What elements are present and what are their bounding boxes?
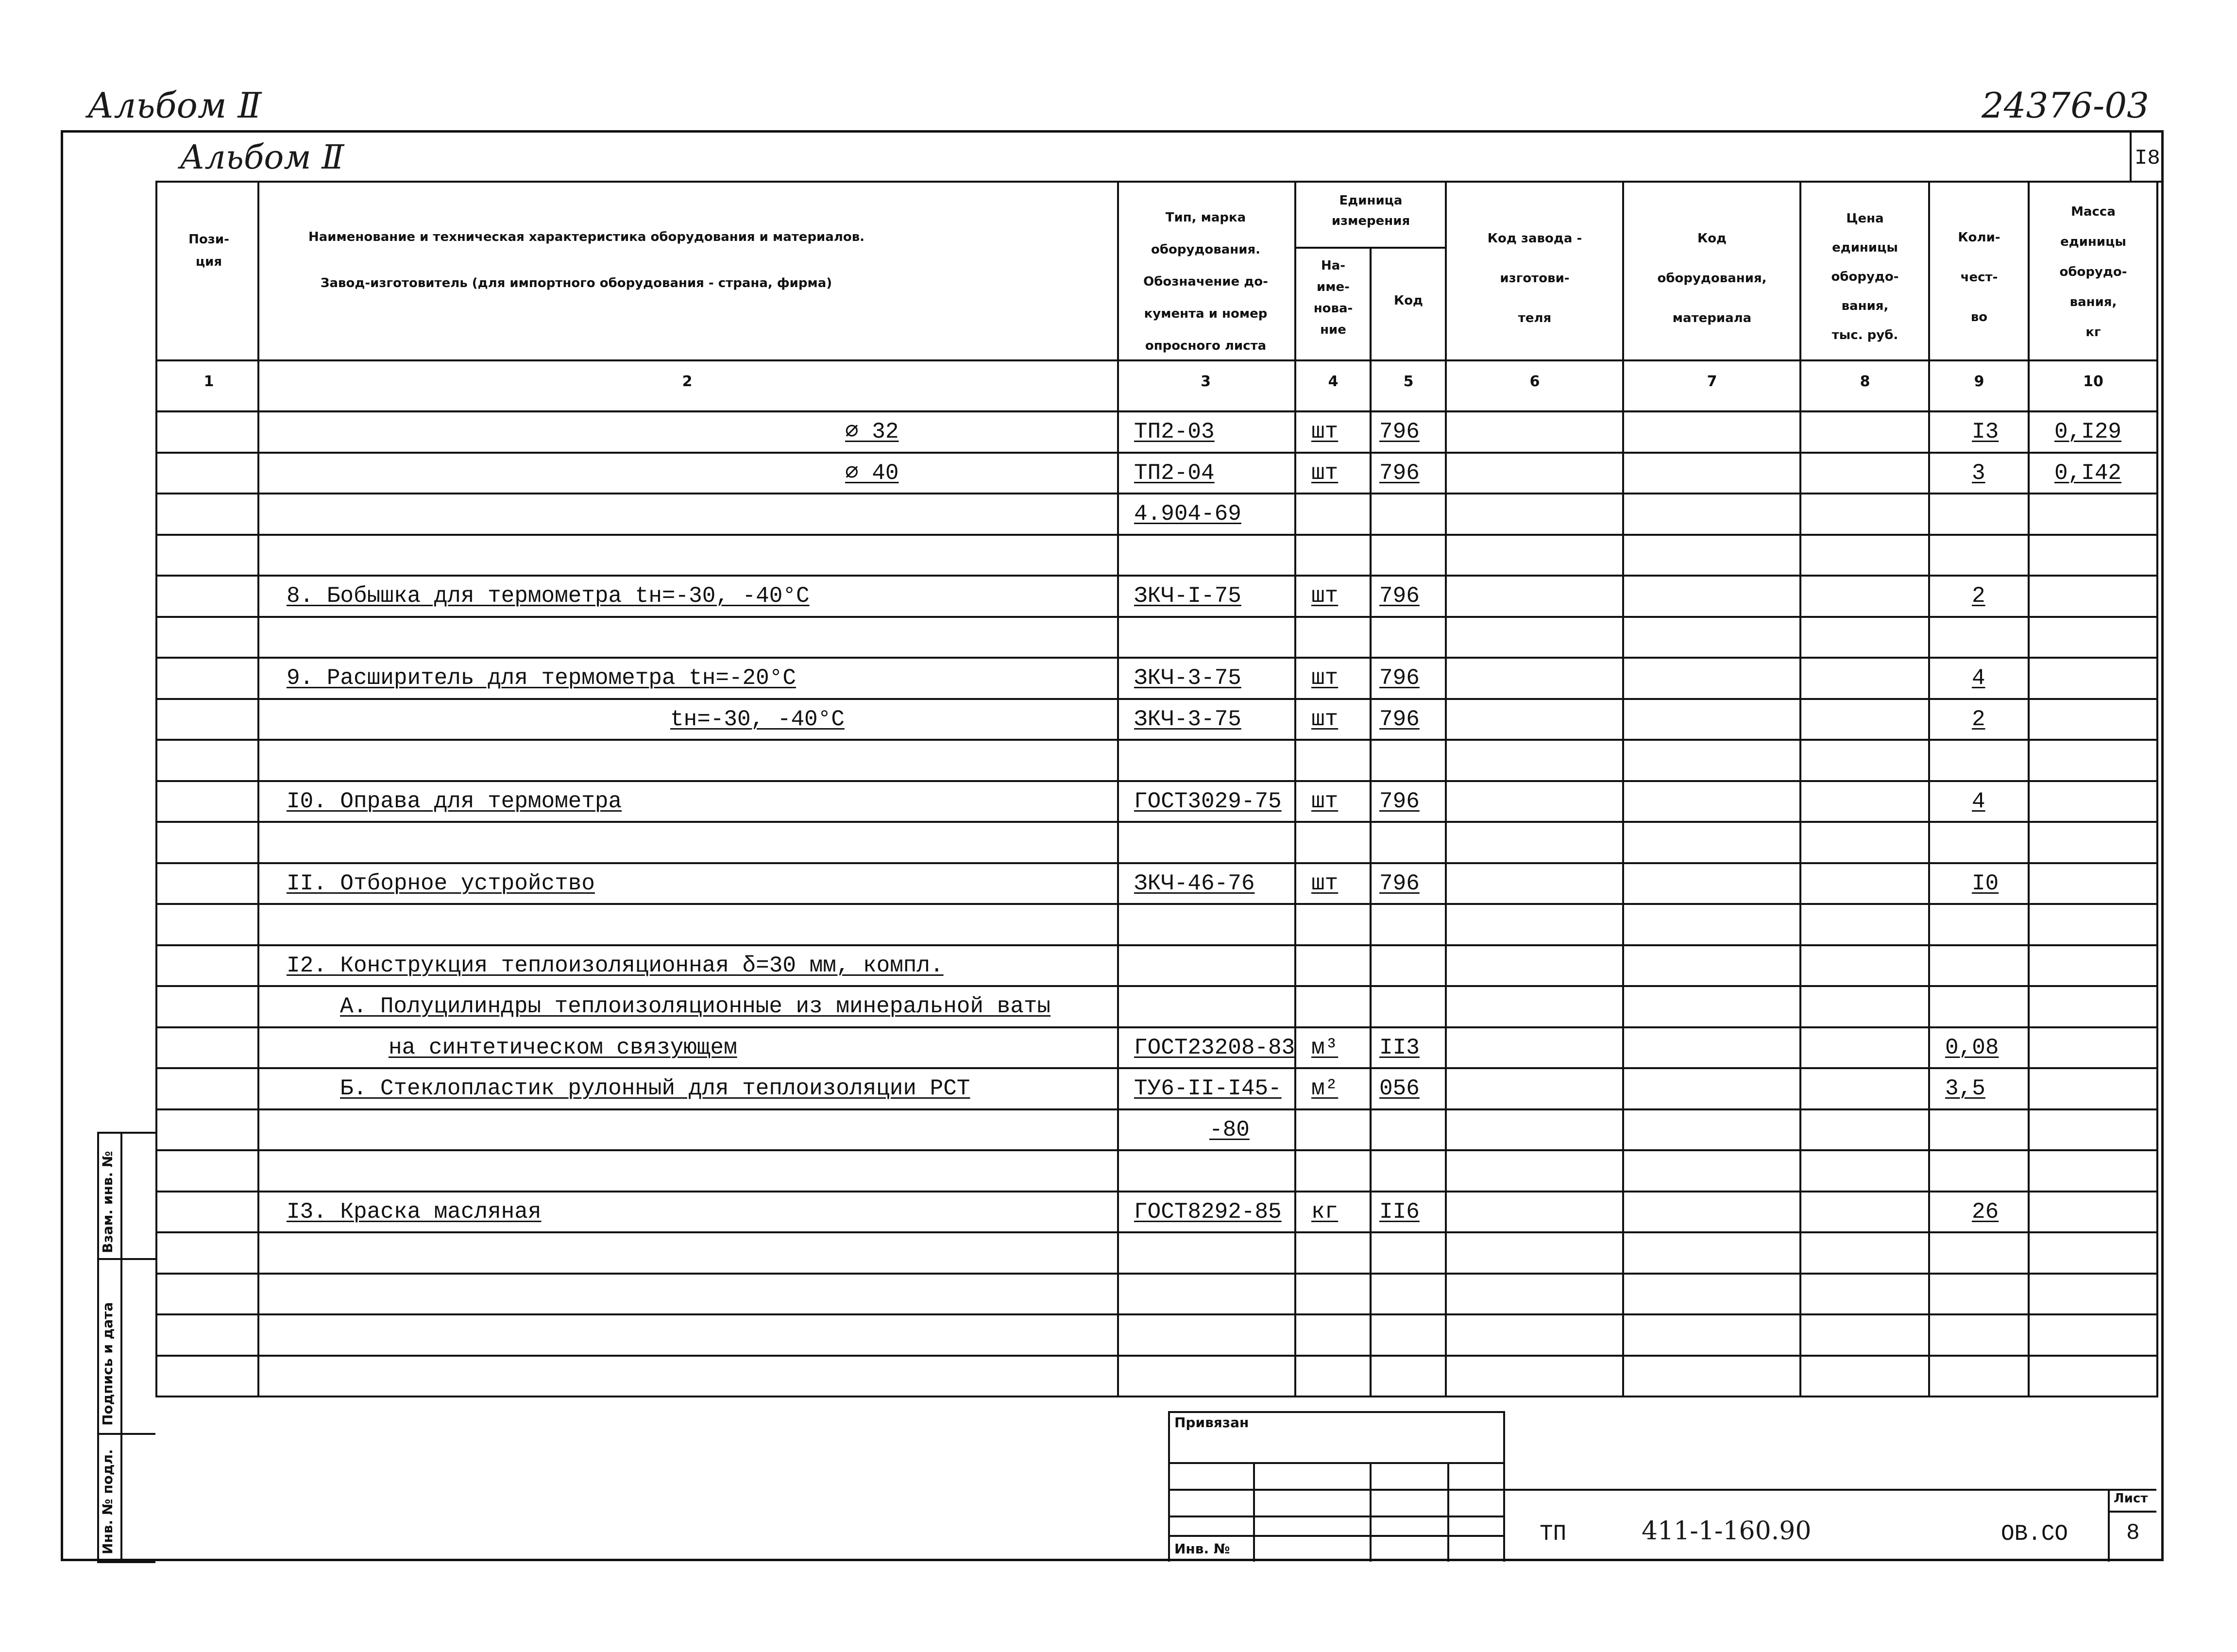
row-name: на синтетическом связующем — [389, 1035, 737, 1060]
col-num-2: 2 — [682, 373, 693, 390]
row-code: 796 — [1379, 707, 1420, 732]
stamp-inv-no: Инв. № — [1174, 1541, 1230, 1557]
row-unit: кг — [1311, 1199, 1339, 1225]
side-label-inventory: Инв. № подл. — [100, 1449, 116, 1554]
header-material-code: Код оборудования, материала — [1657, 231, 1767, 325]
row-type: ЗКЧ-3-75 — [1134, 707, 1241, 732]
col-num-9: 9 — [1974, 373, 1984, 390]
row-mass: 0,I42 — [2054, 460, 2122, 486]
row-quantity: 2 — [1972, 707, 1985, 732]
header-price: Цена единицы оборудо- вания, тыс. руб. — [1831, 211, 1899, 342]
row-name: 9. Расширитель для термометра tн=-20°C — [287, 665, 796, 691]
row-unit: шт — [1311, 583, 1339, 609]
row-code: 796 — [1379, 419, 1420, 444]
row-code: 796 — [1379, 789, 1420, 814]
side-label-replacement: Взам. инв. № — [100, 1151, 116, 1253]
row-unit: шт — [1311, 460, 1339, 486]
sheet-number-top: I8 — [2135, 146, 2160, 170]
col-num-1: 1 — [203, 373, 214, 390]
row-name: А. Полуцилиндры теплоизоляционные из минеральной ваты — [340, 994, 1051, 1019]
row-code: 796 — [1379, 871, 1420, 896]
row-type: ГОСТ23208-83 — [1134, 1035, 1295, 1060]
col-num-10: 10 — [2083, 373, 2103, 390]
row-type: ЗКЧ-I-75 — [1134, 583, 1241, 609]
document-number: 24376-03 — [1982, 85, 2149, 126]
row-quantity: 4 — [1972, 789, 1985, 814]
row-name: Б. Стеклопластик рулонный для теплоизоляции РСТ — [340, 1076, 970, 1101]
col-num-3: 3 — [1201, 373, 1211, 390]
col-num-4: 4 — [1328, 373, 1339, 390]
row-quantity: 3 — [1972, 460, 1985, 486]
row-type: ЗКЧ-3-75 — [1134, 665, 1241, 691]
row-name: I3. Краска масляная — [287, 1199, 542, 1225]
row-code: II3 — [1379, 1035, 1420, 1060]
row-name: tн=-30, -40°C — [670, 707, 845, 732]
row-quantity: I3 — [1972, 419, 1999, 444]
header-type: Тип, марка оборудования. Обозначение до- кумента и номер опросного листа — [1143, 210, 1268, 353]
stamp-list-number: 8 — [2126, 1520, 2140, 1546]
row-quantity: I0 — [1972, 871, 1999, 896]
row-type: ТП2-04 — [1134, 460, 1215, 486]
header-name-line2: Завод-изготовитель (для импортного оборудования - страна, фирма) — [321, 276, 832, 290]
row-unit: шт — [1311, 789, 1339, 814]
header-unit-name: На- име- нова- ние — [1313, 258, 1353, 337]
row-unit: шт — [1311, 665, 1339, 691]
row-type: ГОСТ3029-75 — [1134, 789, 1282, 814]
header-position: Пози- ция — [188, 232, 229, 269]
row-name: ⌀ 40 — [845, 460, 899, 486]
row-mass: 0,I29 — [2054, 419, 2122, 444]
stamp-list-label: Лист — [2114, 1491, 2148, 1506]
row-unit: шт — [1311, 871, 1339, 896]
row-type: ГОСТ8292-85 — [1134, 1199, 1282, 1225]
row-type: -80 — [1209, 1117, 1250, 1142]
row-code: 796 — [1379, 583, 1420, 609]
col-num-6: 6 — [1529, 373, 1540, 390]
stamp-mark: ОВ.СО — [2001, 1521, 2068, 1547]
row-quantity: 4 — [1972, 665, 1985, 691]
row-name: I2. Конструкция теплоизоляционная δ=30 мм, компл. — [287, 953, 944, 978]
row-type: ТУ6-II-I45- — [1134, 1076, 1282, 1101]
side-label-signature: Подпись и дата — [100, 1302, 116, 1426]
row-quantity: 2 — [1972, 583, 1985, 609]
album-label-top: Альбом Ⅱ — [87, 85, 262, 126]
stamp-project-number: 411-1-160.90 — [1642, 1516, 1812, 1546]
row-unit: шт — [1311, 707, 1339, 732]
row-code: II6 — [1379, 1199, 1420, 1225]
row-unit: м³ — [1311, 1035, 1339, 1060]
row-code: 796 — [1379, 460, 1420, 486]
row-type: 4.904-69 — [1134, 501, 1241, 527]
col-num-5: 5 — [1403, 373, 1414, 390]
album-label-inner: Альбом Ⅱ — [180, 138, 344, 177]
row-name: I0. Оправа для термометра — [287, 789, 622, 814]
row-code: 056 — [1379, 1076, 1420, 1101]
stamp-tp: ТП — [1540, 1521, 1567, 1547]
col-num-8: 8 — [1860, 373, 1870, 390]
row-quantity: 0,08 — [1945, 1035, 1999, 1060]
stamp-privyazan: Привязан — [1174, 1414, 1249, 1431]
row-unit: шт — [1311, 419, 1339, 444]
header-unit-code: Код — [1393, 293, 1424, 308]
row-type: ЗКЧ-46-76 — [1134, 871, 1255, 896]
header-unit: Единица измерения — [1331, 193, 1410, 228]
row-quantity: 3,5 — [1945, 1076, 1985, 1101]
row-code: 796 — [1379, 665, 1420, 691]
header-name-line1: Наименование и техническая характеристика оборудования и материалов. — [308, 230, 865, 244]
col-num-7: 7 — [1707, 373, 1717, 390]
row-unit: м² — [1311, 1076, 1339, 1101]
row-quantity: 26 — [1972, 1199, 1999, 1225]
header-factory-code: Код завода - изготови- теля — [1487, 231, 1582, 325]
header-quantity: Коли- чест- во — [1958, 230, 2000, 324]
row-name: 8. Бобышка для термометра tн=-30, -40°C — [287, 583, 810, 609]
row-name: II. Отборное устройство — [287, 871, 595, 896]
row-name: ⌀ 32 — [845, 419, 899, 444]
header-mass: Масса единицы оборудо- вания, кг — [2059, 204, 2127, 340]
row-type: ТП2-03 — [1134, 419, 1215, 444]
